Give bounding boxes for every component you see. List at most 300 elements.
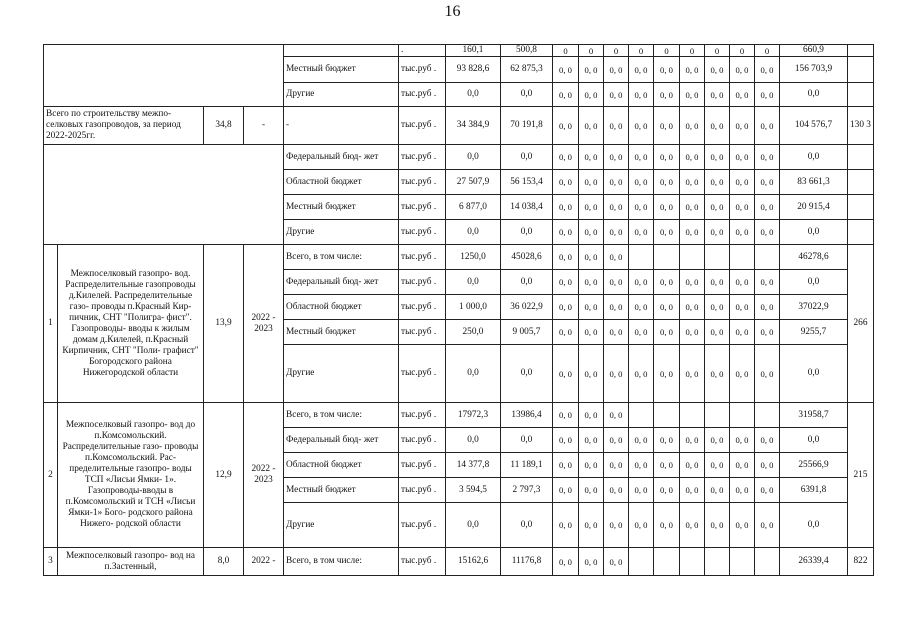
- year-value: 0: [654, 45, 680, 57]
- year-value: 0, 0: [654, 220, 680, 245]
- total-value: 46278,6: [780, 245, 848, 270]
- value-2023: 2 797,3: [501, 478, 553, 503]
- year-value: 0, 0: [654, 57, 680, 83]
- year-value: [680, 245, 705, 270]
- year-value: 0, 0: [604, 295, 629, 320]
- year-value: 0, 0: [604, 83, 629, 107]
- year-value: 0: [579, 45, 604, 57]
- value-2023: 11176,8: [501, 548, 553, 576]
- year-value: 0, 0: [730, 195, 755, 220]
- unit: тыс.руб .: [399, 453, 446, 478]
- funding-source: -: [284, 107, 399, 145]
- year-value: [755, 245, 780, 270]
- year-value: 0, 0: [553, 57, 579, 83]
- total-value: 0,0: [780, 345, 848, 403]
- year-value: 0, 0: [705, 478, 730, 503]
- year-value: 0, 0: [705, 453, 730, 478]
- year-value: 0, 0: [705, 83, 730, 107]
- object-name: Межпоселковый газопро- вод. Распределительные газопроводы д.Килелей. Распределительные газо- проводы п.Красный Кир- пичник, СНТ "Полигра- фист". Газопроводы- вводы к жилым домам д.Килелей, п.Красный Кирпичник, СНТ "Поли- графист" Богородского района Нижегородской области: [58, 245, 204, 403]
- year-value: 0, 0: [680, 453, 705, 478]
- year-value: 0, 0: [654, 107, 680, 145]
- total-value: 31958,7: [780, 403, 848, 428]
- year-value: 0, 0: [680, 428, 705, 453]
- year-value: 0, 0: [680, 170, 705, 195]
- value-2023: 500,8: [501, 45, 553, 57]
- years: -: [244, 107, 284, 145]
- year-value: 0, 0: [730, 428, 755, 453]
- year-value: 0, 0: [579, 195, 604, 220]
- year-value: 0, 0: [755, 57, 780, 83]
- power-cell: [848, 45, 874, 57]
- object-name: Межпоселковый газопро- вод до п.Комсомольский. Распределительные газо- проводы п.Комсомольский. Рас- пределительные газопро- воды ТСП «Лисьи Ямки- 1». Газопроводы-вводы в п.Комсомольский и ТСН «Лисьи Ямки-1» Бого- родского района Нижего- родской области: [58, 403, 204, 548]
- year-value: 0, 0: [579, 503, 604, 548]
- value-2023: 70 191,8: [501, 107, 553, 145]
- year-value: 0, 0: [604, 195, 629, 220]
- year-value: 0, 0: [654, 320, 680, 345]
- power-cell: [848, 170, 874, 195]
- year-value: 0, 0: [730, 270, 755, 295]
- year-value: 0, 0: [629, 453, 654, 478]
- year-value: 0, 0: [680, 220, 705, 245]
- value-2022: 15162,6: [446, 548, 501, 576]
- year-value: 0, 0: [705, 170, 730, 195]
- total-value: 660,9: [780, 45, 848, 57]
- table-row: [44, 245, 874, 270]
- year-value: 0, 0: [629, 170, 654, 195]
- year-value: 0, 0: [705, 107, 730, 145]
- year-value: 0, 0: [730, 145, 755, 170]
- length-km: 34,8: [204, 107, 244, 145]
- year-value: 0, 0: [654, 345, 680, 403]
- table-row: [44, 403, 874, 428]
- year-value: 0, 0: [654, 478, 680, 503]
- value-2023: 0,0: [501, 145, 553, 170]
- year-value: 0, 0: [604, 503, 629, 548]
- year-value: 0, 0: [730, 170, 755, 195]
- year-value: [680, 403, 705, 428]
- year-value: 0, 0: [680, 145, 705, 170]
- value-2022: 14 377,8: [446, 453, 501, 478]
- unit: тыс.руб .: [399, 478, 446, 503]
- year-value: 0, 0: [553, 107, 579, 145]
- value-2023: 36 022,9: [501, 295, 553, 320]
- funding-source: Местный бюджет: [284, 195, 399, 220]
- year-value: 0, 0: [579, 170, 604, 195]
- year-value: [730, 245, 755, 270]
- year-value: 0, 0: [629, 503, 654, 548]
- year-value: 0, 0: [579, 245, 604, 270]
- year-value: 0, 0: [629, 195, 654, 220]
- year-value: 0, 0: [629, 478, 654, 503]
- value-2022: 1250,0: [446, 245, 501, 270]
- total-value: 25566,9: [780, 453, 848, 478]
- total-value: 104 576,7: [780, 107, 848, 145]
- length-km: 13,9: [204, 245, 244, 403]
- year-value: [755, 403, 780, 428]
- year-value: 0: [705, 45, 730, 57]
- value-2022: 0,0: [446, 345, 501, 403]
- total-value: 0,0: [780, 270, 848, 295]
- year-value: 0, 0: [604, 57, 629, 83]
- year-value: 0, 0: [604, 107, 629, 145]
- year-value: 0, 0: [680, 57, 705, 83]
- year-value: 0, 0: [553, 503, 579, 548]
- year-value: 0, 0: [755, 503, 780, 548]
- total-value: 6391,8: [780, 478, 848, 503]
- year-value: 0, 0: [730, 295, 755, 320]
- funding-source: Областной бюджет: [284, 170, 399, 195]
- funding-source: Другие: [284, 220, 399, 245]
- funding-source: Другие: [284, 503, 399, 548]
- year-value: 0, 0: [680, 478, 705, 503]
- year-value: 0, 0: [553, 548, 579, 576]
- value-2023: 0,0: [501, 270, 553, 295]
- year-value: 0, 0: [705, 270, 730, 295]
- year-value: 0, 0: [755, 345, 780, 403]
- year-value: 0, 0: [705, 145, 730, 170]
- unit: тыс.руб .: [399, 220, 446, 245]
- power-cell: [848, 220, 874, 245]
- unit: тыс.руб .: [399, 428, 446, 453]
- years: 2022 -: [244, 548, 284, 576]
- year-value: 0, 0: [579, 107, 604, 145]
- object-power: 822: [848, 548, 874, 576]
- value-2023: 45028,6: [501, 245, 553, 270]
- year-value: 0, 0: [604, 453, 629, 478]
- unit: тыс.руб .: [399, 403, 446, 428]
- year-value: 0, 0: [705, 428, 730, 453]
- year-value: [705, 403, 730, 428]
- year-value: 0, 0: [604, 245, 629, 270]
- item-number: 3: [44, 548, 58, 576]
- year-value: 0, 0: [629, 57, 654, 83]
- table-row: [44, 548, 874, 576]
- total-value: 26339,4: [780, 548, 848, 576]
- year-value: 0, 0: [553, 195, 579, 220]
- year-value: 0, 0: [730, 83, 755, 107]
- year-value: 0, 0: [730, 320, 755, 345]
- total-value: 83 661,3: [780, 170, 848, 195]
- year-value: 0, 0: [654, 428, 680, 453]
- year-value: 0: [553, 45, 579, 57]
- year-value: [654, 245, 680, 270]
- unit: тыс.руб .: [399, 270, 446, 295]
- unit: тыс.руб .: [399, 320, 446, 345]
- year-value: 0, 0: [604, 320, 629, 345]
- length-km: 8,0: [204, 548, 244, 576]
- year-value: 0, 0: [755, 220, 780, 245]
- total-value: 0,0: [780, 145, 848, 170]
- year-value: 0, 0: [654, 503, 680, 548]
- total-value: 156 703,9: [780, 57, 848, 83]
- year-value: 0, 0: [680, 107, 705, 145]
- year-value: 0, 0: [755, 270, 780, 295]
- year-value: 0, 0: [680, 195, 705, 220]
- year-value: 0, 0: [730, 57, 755, 83]
- table-row: [44, 145, 874, 170]
- total-value: 0,0: [780, 220, 848, 245]
- year-value: 0, 0: [680, 503, 705, 548]
- total-value: 0,0: [780, 428, 848, 453]
- year-value: 0, 0: [654, 270, 680, 295]
- years: 2022 - 2023: [244, 245, 284, 403]
- year-value: 0, 0: [654, 295, 680, 320]
- blank-cell: [44, 145, 284, 245]
- year-value: 0, 0: [579, 145, 604, 170]
- year-value: 0, 0: [579, 478, 604, 503]
- year-value: 0, 0: [604, 548, 629, 576]
- year-value: 0, 0: [579, 320, 604, 345]
- year-value: 0, 0: [604, 220, 629, 245]
- year-value: [629, 245, 654, 270]
- years: 2022 - 2023: [244, 403, 284, 548]
- length-km: 12,9: [204, 403, 244, 548]
- year-value: 0, 0: [629, 428, 654, 453]
- year-value: 0, 0: [579, 403, 604, 428]
- value-2022: 0,0: [446, 503, 501, 548]
- year-value: 0, 0: [730, 220, 755, 245]
- year-value: 0, 0: [755, 478, 780, 503]
- year-value: 0, 0: [604, 345, 629, 403]
- year-value: 0, 0: [705, 220, 730, 245]
- year-value: 0: [730, 45, 755, 57]
- year-value: 0, 0: [705, 503, 730, 548]
- year-value: 0, 0: [680, 295, 705, 320]
- year-value: 0, 0: [604, 478, 629, 503]
- year-value: 0, 0: [755, 170, 780, 195]
- year-value: 0, 0: [579, 548, 604, 576]
- year-value: 0, 0: [553, 145, 579, 170]
- year-value: 0: [629, 45, 654, 57]
- page-number: 16: [444, 3, 461, 20]
- value-2023: 11 189,1: [501, 453, 553, 478]
- funding-source: Федеральный бюд- жет: [284, 428, 399, 453]
- power-cell: [848, 145, 874, 170]
- year-value: [654, 548, 680, 576]
- unit: тыс.руб .: [399, 245, 446, 270]
- year-value: [705, 548, 730, 576]
- year-value: 0, 0: [705, 57, 730, 83]
- year-value: 0, 0: [705, 320, 730, 345]
- year-value: 0, 0: [553, 170, 579, 195]
- year-value: 0, 0: [705, 345, 730, 403]
- power-cell: [848, 195, 874, 220]
- total-value: 20 915,4: [780, 195, 848, 220]
- year-value: 0, 0: [553, 220, 579, 245]
- value-2022: 17972,3: [446, 403, 501, 428]
- year-value: 0, 0: [755, 83, 780, 107]
- year-value: 0, 0: [553, 403, 579, 428]
- value-2022: 27 507,9: [446, 170, 501, 195]
- year-value: 0, 0: [604, 145, 629, 170]
- value-2023: 13986,4: [501, 403, 553, 428]
- value-2023: 14 038,4: [501, 195, 553, 220]
- year-value: 0, 0: [730, 345, 755, 403]
- year-value: 0, 0: [755, 107, 780, 145]
- year-value: 0, 0: [755, 295, 780, 320]
- year-value: 0, 0: [629, 270, 654, 295]
- value-2022: 0,0: [446, 220, 501, 245]
- unit: тыс.руб .: [399, 345, 446, 403]
- blank-cell: [44, 45, 284, 107]
- unit: тыс.руб .: [399, 170, 446, 195]
- funding-source: Федеральный бюд- жет: [284, 145, 399, 170]
- value-2022: 0,0: [446, 83, 501, 107]
- year-value: 0, 0: [579, 295, 604, 320]
- funding-source: [284, 45, 399, 57]
- year-value: 0, 0: [553, 320, 579, 345]
- year-value: 0, 0: [680, 320, 705, 345]
- unit: .: [399, 45, 446, 57]
- unit: тыс.руб .: [399, 107, 446, 145]
- year-value: 0, 0: [579, 270, 604, 295]
- year-value: 0: [755, 45, 780, 57]
- year-value: 0, 0: [705, 295, 730, 320]
- funding-source: Местный бюджет: [284, 57, 399, 83]
- year-value: 0, 0: [604, 403, 629, 428]
- unit: тыс.руб .: [399, 295, 446, 320]
- value-2022: 0,0: [446, 270, 501, 295]
- funding-source: Областной бюджет: [284, 453, 399, 478]
- object-power: 215: [848, 403, 874, 548]
- power-cell: [848, 57, 874, 83]
- value-2023: 0,0: [501, 428, 553, 453]
- year-value: 0, 0: [654, 453, 680, 478]
- year-value: [705, 245, 730, 270]
- year-value: 0, 0: [654, 170, 680, 195]
- year-value: 0, 0: [680, 270, 705, 295]
- year-value: 0, 0: [629, 145, 654, 170]
- year-value: 0, 0: [604, 270, 629, 295]
- value-2022: 34 384,9: [446, 107, 501, 145]
- value-2023: 0,0: [501, 345, 553, 403]
- value-2023: 9 005,7: [501, 320, 553, 345]
- year-value: 0, 0: [553, 295, 579, 320]
- year-value: 0, 0: [553, 245, 579, 270]
- year-value: [730, 403, 755, 428]
- year-value: 0, 0: [629, 220, 654, 245]
- year-value: 0, 0: [755, 145, 780, 170]
- value-2023: 56 153,4: [501, 170, 553, 195]
- year-value: 0, 0: [629, 83, 654, 107]
- year-value: [629, 403, 654, 428]
- year-value: 0, 0: [579, 57, 604, 83]
- value-2022: 1 000,0: [446, 295, 501, 320]
- year-value: 0, 0: [553, 270, 579, 295]
- year-value: 0, 0: [553, 428, 579, 453]
- funding-source: Другие: [284, 345, 399, 403]
- value-2022: 160,1: [446, 45, 501, 57]
- object-name: Межпоселковый газопро- вод на п.Застенный,: [58, 548, 204, 576]
- year-value: 0, 0: [579, 345, 604, 403]
- year-value: 0, 0: [629, 320, 654, 345]
- item-number: 1: [44, 245, 58, 403]
- year-value: 0, 0: [755, 195, 780, 220]
- total-value: 0,0: [780, 83, 848, 107]
- table-row: [44, 107, 874, 145]
- year-value: 0, 0: [654, 195, 680, 220]
- unit: тыс.руб .: [399, 195, 446, 220]
- funding-source: Другие: [284, 83, 399, 107]
- funding-source: Федеральный бюд- жет: [284, 270, 399, 295]
- year-value: 0, 0: [604, 170, 629, 195]
- year-value: 0, 0: [730, 107, 755, 145]
- value-2023: 0,0: [501, 83, 553, 107]
- value-2022: 250,0: [446, 320, 501, 345]
- value-2023: 0,0: [501, 220, 553, 245]
- funding-source: Местный бюджет: [284, 320, 399, 345]
- unit: тыс.руб .: [399, 57, 446, 83]
- table-row: [44, 45, 874, 57]
- year-value: 0, 0: [579, 220, 604, 245]
- value-2023: 62 875,3: [501, 57, 553, 83]
- year-value: 0: [680, 45, 705, 57]
- year-value: 0, 0: [629, 345, 654, 403]
- year-value: [654, 403, 680, 428]
- funding-source: Местный бюджет: [284, 478, 399, 503]
- year-value: 0, 0: [730, 478, 755, 503]
- year-value: 0, 0: [553, 83, 579, 107]
- item-number: 2: [44, 403, 58, 548]
- year-value: [680, 548, 705, 576]
- value-2022: 93 828,6: [446, 57, 501, 83]
- year-value: [730, 548, 755, 576]
- funding-source: Всего, в том числе:: [284, 245, 399, 270]
- value-2022: 6 877,0: [446, 195, 501, 220]
- year-value: 0, 0: [629, 107, 654, 145]
- year-value: 0, 0: [579, 428, 604, 453]
- year-value: 0, 0: [579, 453, 604, 478]
- total-value: 9255,7: [780, 320, 848, 345]
- year-value: 0, 0: [629, 295, 654, 320]
- funding-source: Всего, в том числе:: [284, 403, 399, 428]
- year-value: 0, 0: [730, 453, 755, 478]
- value-2022: 0,0: [446, 145, 501, 170]
- value-2022: 3 594,5: [446, 478, 501, 503]
- year-value: 0, 0: [654, 145, 680, 170]
- unit: тыс.руб .: [399, 548, 446, 576]
- year-value: 0, 0: [755, 320, 780, 345]
- year-value: 0, 0: [730, 503, 755, 548]
- value-2023: 0,0: [501, 503, 553, 548]
- year-value: 0, 0: [755, 453, 780, 478]
- total-value: 37022,9: [780, 295, 848, 320]
- funding-source: Всего, в том числе:: [284, 548, 399, 576]
- unit: тыс.руб .: [399, 83, 446, 107]
- unit: тыс.руб .: [399, 503, 446, 548]
- year-value: 0, 0: [680, 345, 705, 403]
- year-value: [755, 548, 780, 576]
- total-value: 0,0: [780, 503, 848, 548]
- year-value: 0, 0: [553, 478, 579, 503]
- year-value: 0, 0: [654, 83, 680, 107]
- unit: тыс.руб .: [399, 145, 446, 170]
- year-value: [629, 548, 654, 576]
- section-name: Всего по строительству межпо- селковых газопроводов, за период 2022-2025гг.: [44, 107, 204, 145]
- year-value: 0, 0: [680, 83, 705, 107]
- year-value: 0, 0: [553, 453, 579, 478]
- year-value: 0, 0: [705, 195, 730, 220]
- year-value: 0: [604, 45, 629, 57]
- value-2022: 0,0: [446, 428, 501, 453]
- power-cell: [848, 83, 874, 107]
- year-value: 0, 0: [579, 83, 604, 107]
- budget-table: [43, 44, 874, 576]
- year-value: 0, 0: [755, 428, 780, 453]
- funding-source: Областной бюджет: [284, 295, 399, 320]
- year-value: 0, 0: [604, 428, 629, 453]
- object-power: 266: [848, 245, 874, 403]
